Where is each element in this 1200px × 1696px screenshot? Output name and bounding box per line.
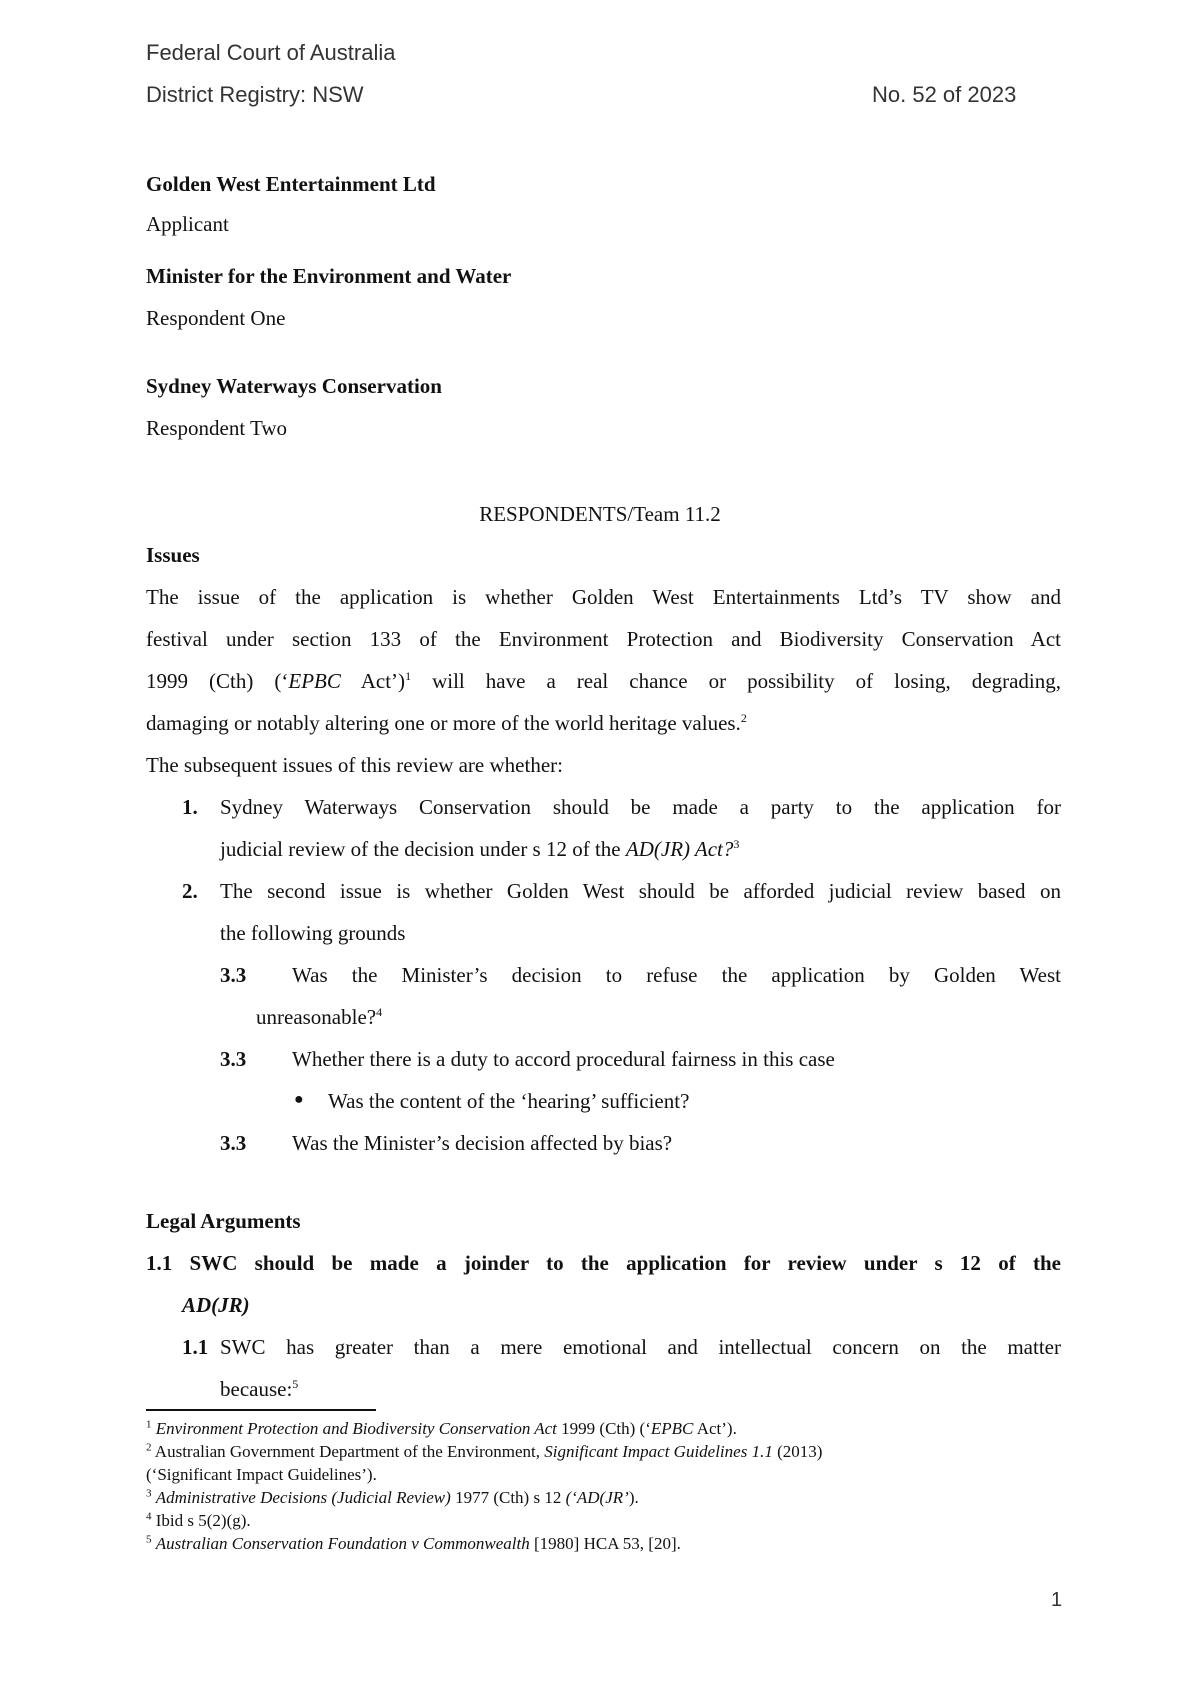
legal-arguments-heading: Legal Arguments xyxy=(146,1209,301,1233)
footnote-ref-4: 4 xyxy=(376,1005,383,1019)
footnote-ref-5: 5 xyxy=(292,1377,299,1391)
issue-item-2-number: 2. xyxy=(182,879,198,903)
respondent-one-name: Minister for the Environment and Water xyxy=(146,264,512,288)
footnote-separator xyxy=(146,1409,376,1411)
footnote-ref-1: 1 xyxy=(405,669,412,683)
sub-issue-1-number: 3.3 xyxy=(220,963,247,987)
applicant-role: Applicant xyxy=(146,212,229,236)
issues-para-line-4: damaging or notably altering one or more of the world heritage values.$^2$ xyxy=(146,711,747,735)
applicant-name: Golden West Entertainment Ltd xyxy=(146,172,436,196)
bullet-text: Was the content of the ‘hearing’ sufficient? xyxy=(328,1089,690,1113)
sub-issue-2-number: 3.3 xyxy=(220,1047,247,1071)
legal-para-1-1-line-2: because:$^5$ xyxy=(220,1377,299,1401)
sub-issue-2-text: Whether there is a duty to accord procedural fairness in this case xyxy=(292,1047,835,1071)
issue-item-1-number: 1. xyxy=(182,795,198,819)
issue-item-1-line-1: Sydney Waterways Conservation should be made a party to the application for xyxy=(220,795,1061,819)
subsequent-issues-intro: The subsequent issues of this review are whether: xyxy=(146,753,563,777)
respondent-two-name: Sydney Waterways Conservation xyxy=(146,374,442,398)
footnote-2: $^2$ Australian Government Department of the Environment, Significant Impact Guidelines 1.1 (2013) xyxy=(146,1441,823,1461)
footnote-3: $^3$ Administrative Decisions (Judicial Review) 1977 (Cth) s 12 (‘AD(JR’). xyxy=(146,1487,639,1507)
legal-heading-1-line-2: AD(JR) xyxy=(182,1293,250,1317)
court-name: Federal Court of Australia xyxy=(146,40,396,65)
district-registry: District Registry: NSW xyxy=(146,82,364,107)
footnote-ref-2: 2 xyxy=(740,711,747,725)
issue-item-1-line-2: judicial review of the decision under s 12 of the AD(JR) Act?$^3$ xyxy=(220,837,740,861)
footnote-1: $^1$ Environment Protection and Biodiversity Conservation Act 1999 (Cth) (‘EPBC Act’). xyxy=(146,1418,737,1438)
footnote-2-continued: (‘Significant Impact Guidelines’). xyxy=(146,1465,377,1484)
legal-para-1-1-line-1: SWC has greater than a mere emotional and intellectual concern on the matter xyxy=(220,1335,1061,1359)
legal-para-1-1-number: 1.1 xyxy=(182,1335,209,1359)
team-heading: RESPONDENTS/Team 11.2 xyxy=(479,502,721,526)
issue-item-2-line-1: The second issue is whether Golden West should be afforded judicial review based on xyxy=(220,879,1061,903)
sub-issue-3-text: Was the Minister’s decision affected by bias? xyxy=(292,1131,673,1155)
issues-para-line-1: The issue of the application is whether Golden West Entertainments Ltd’s TV show and xyxy=(146,585,1061,609)
sub-issue-1-line-1: Was the Minister’s decision to refuse the application by Golden West xyxy=(292,963,1061,987)
footnote-5: $^5$ Australian Conservation Foundation v Commonwealth [1980] HCA 53, [20]. xyxy=(146,1533,681,1553)
issues-heading: Issues xyxy=(146,543,200,567)
bullet-glyph: ● xyxy=(294,1091,304,1108)
issue-item-2-line-2: the following grounds xyxy=(220,921,406,945)
legal-heading-1-line-1: 1.1 SWC should be made a joinder to the application for review under s 12 of the xyxy=(146,1251,1061,1275)
respondent-two-role: Respondent Two xyxy=(146,416,288,440)
sub-issue-3-number: 3.3 xyxy=(220,1131,247,1155)
file-number: No. 52 of 2023 xyxy=(872,82,1017,107)
issues-para-line-3: 1999 (Cth) (‘EPBC Act’)$^1$ will have a real chance or possibility of losing, degrading, xyxy=(146,669,1062,693)
sub-issue-1-line-2: unreasonable?$^4$ xyxy=(256,1005,383,1029)
respondent-one-role: Respondent One xyxy=(146,306,286,330)
footnote-4: $^4$ Ibid s 5(2)(g). xyxy=(146,1510,251,1530)
page-number: 1 xyxy=(1051,1589,1063,1611)
footnote-ref-3: 3 xyxy=(733,837,740,851)
issues-para-line-2: festival under section 133 of the Environment Protection and Biodiversity Conservation Act xyxy=(146,627,1061,651)
